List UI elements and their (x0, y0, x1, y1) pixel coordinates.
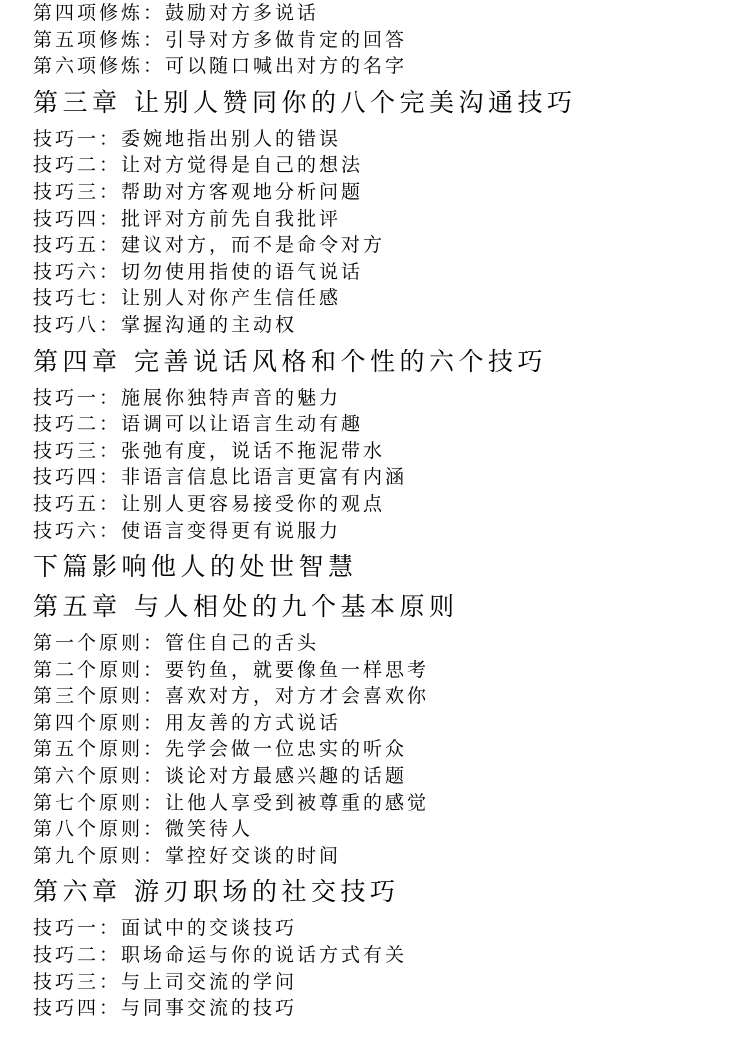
section-item: 技巧四：与同事交流的技巧 (33, 997, 298, 1020)
section-item: 第四项修炼：鼓励对方多说话 (33, 2, 320, 24)
section-item: 技巧一：施展你独特声音的魅力 (33, 386, 342, 409)
section-item: 第三个原则：喜欢对方，对方才会喜欢你 (33, 685, 430, 708)
section-item: 第一个原则：管住自己的舌头 (33, 632, 320, 655)
section-item: 第五项修炼：引导对方多做肯定的回答 (33, 28, 408, 51)
section-item: 技巧六：使语言变得更有说服力 (33, 519, 342, 542)
section-item: 第六项修炼：可以随口喊出对方的名字 (33, 55, 408, 78)
section-item: 技巧一：面试中的交谈技巧 (33, 917, 298, 940)
section-item: 第八个原则：微笑待人 (33, 818, 254, 841)
section-item: 第七个原则：让他人享受到被尊重的感觉 (33, 791, 430, 814)
section-item: 技巧三：张弛有度，说话不拖泥带水 (33, 439, 386, 462)
section-item: 技巧七：让别人对你产生信任感 (33, 287, 342, 310)
chapter-3-title: 第三章 让别人赞同你的八个完美沟通技巧 (33, 87, 577, 117)
chapter-4-title: 第四章 完善说话风格和个性的六个技巧 (33, 346, 547, 376)
section-item: 技巧四：批评对方前先自我批评 (33, 207, 342, 230)
section-item: 技巧二：职场命运与你的说话方式有关 (33, 944, 408, 967)
section-item: 技巧一：委婉地指出别人的错误 (33, 127, 342, 150)
section-item: 技巧五：建议对方，而不是命令对方 (33, 234, 386, 257)
chapter-5-title: 第五章 与人相处的九个基本原则 (33, 592, 459, 622)
section-item: 第五个原则：先学会做一位忠实的听众 (33, 738, 408, 761)
section-item: 技巧三：帮助对方客观地分析问题 (33, 180, 364, 203)
section-item: 技巧二：语调可以让语言生动有趣 (33, 413, 364, 436)
section-item: 技巧三：与上司交流的学问 (33, 970, 298, 993)
chapter-6-title: 第六章 游刃职场的社交技巧 (33, 877, 400, 907)
document-page (33, 0, 733, 1022)
section-item: 第六个原则：谈论对方最感兴趣的话题 (33, 765, 408, 788)
section-item: 技巧六：切勿使用指使的语气说话 (33, 260, 364, 283)
section-item: 第九个原则：掌控好交谈的时间 (33, 844, 342, 867)
section-item: 第四个原则：用友善的方式说话 (33, 711, 342, 734)
section-item: 技巧五：让别人更容易接受你的观点 (33, 492, 386, 515)
section-item: 技巧四：非语言信息比语言更富有内涵 (33, 466, 408, 489)
section-item: 技巧八：掌握沟通的主动权 (33, 313, 298, 336)
section-item: 第二个原则：要钓鱼，就要像鱼一样思考 (33, 658, 430, 681)
section-item: 技巧二：让对方觉得是自己的想法 (33, 154, 364, 177)
part-title: 下篇影响他人的处世智慧 (33, 552, 358, 582)
